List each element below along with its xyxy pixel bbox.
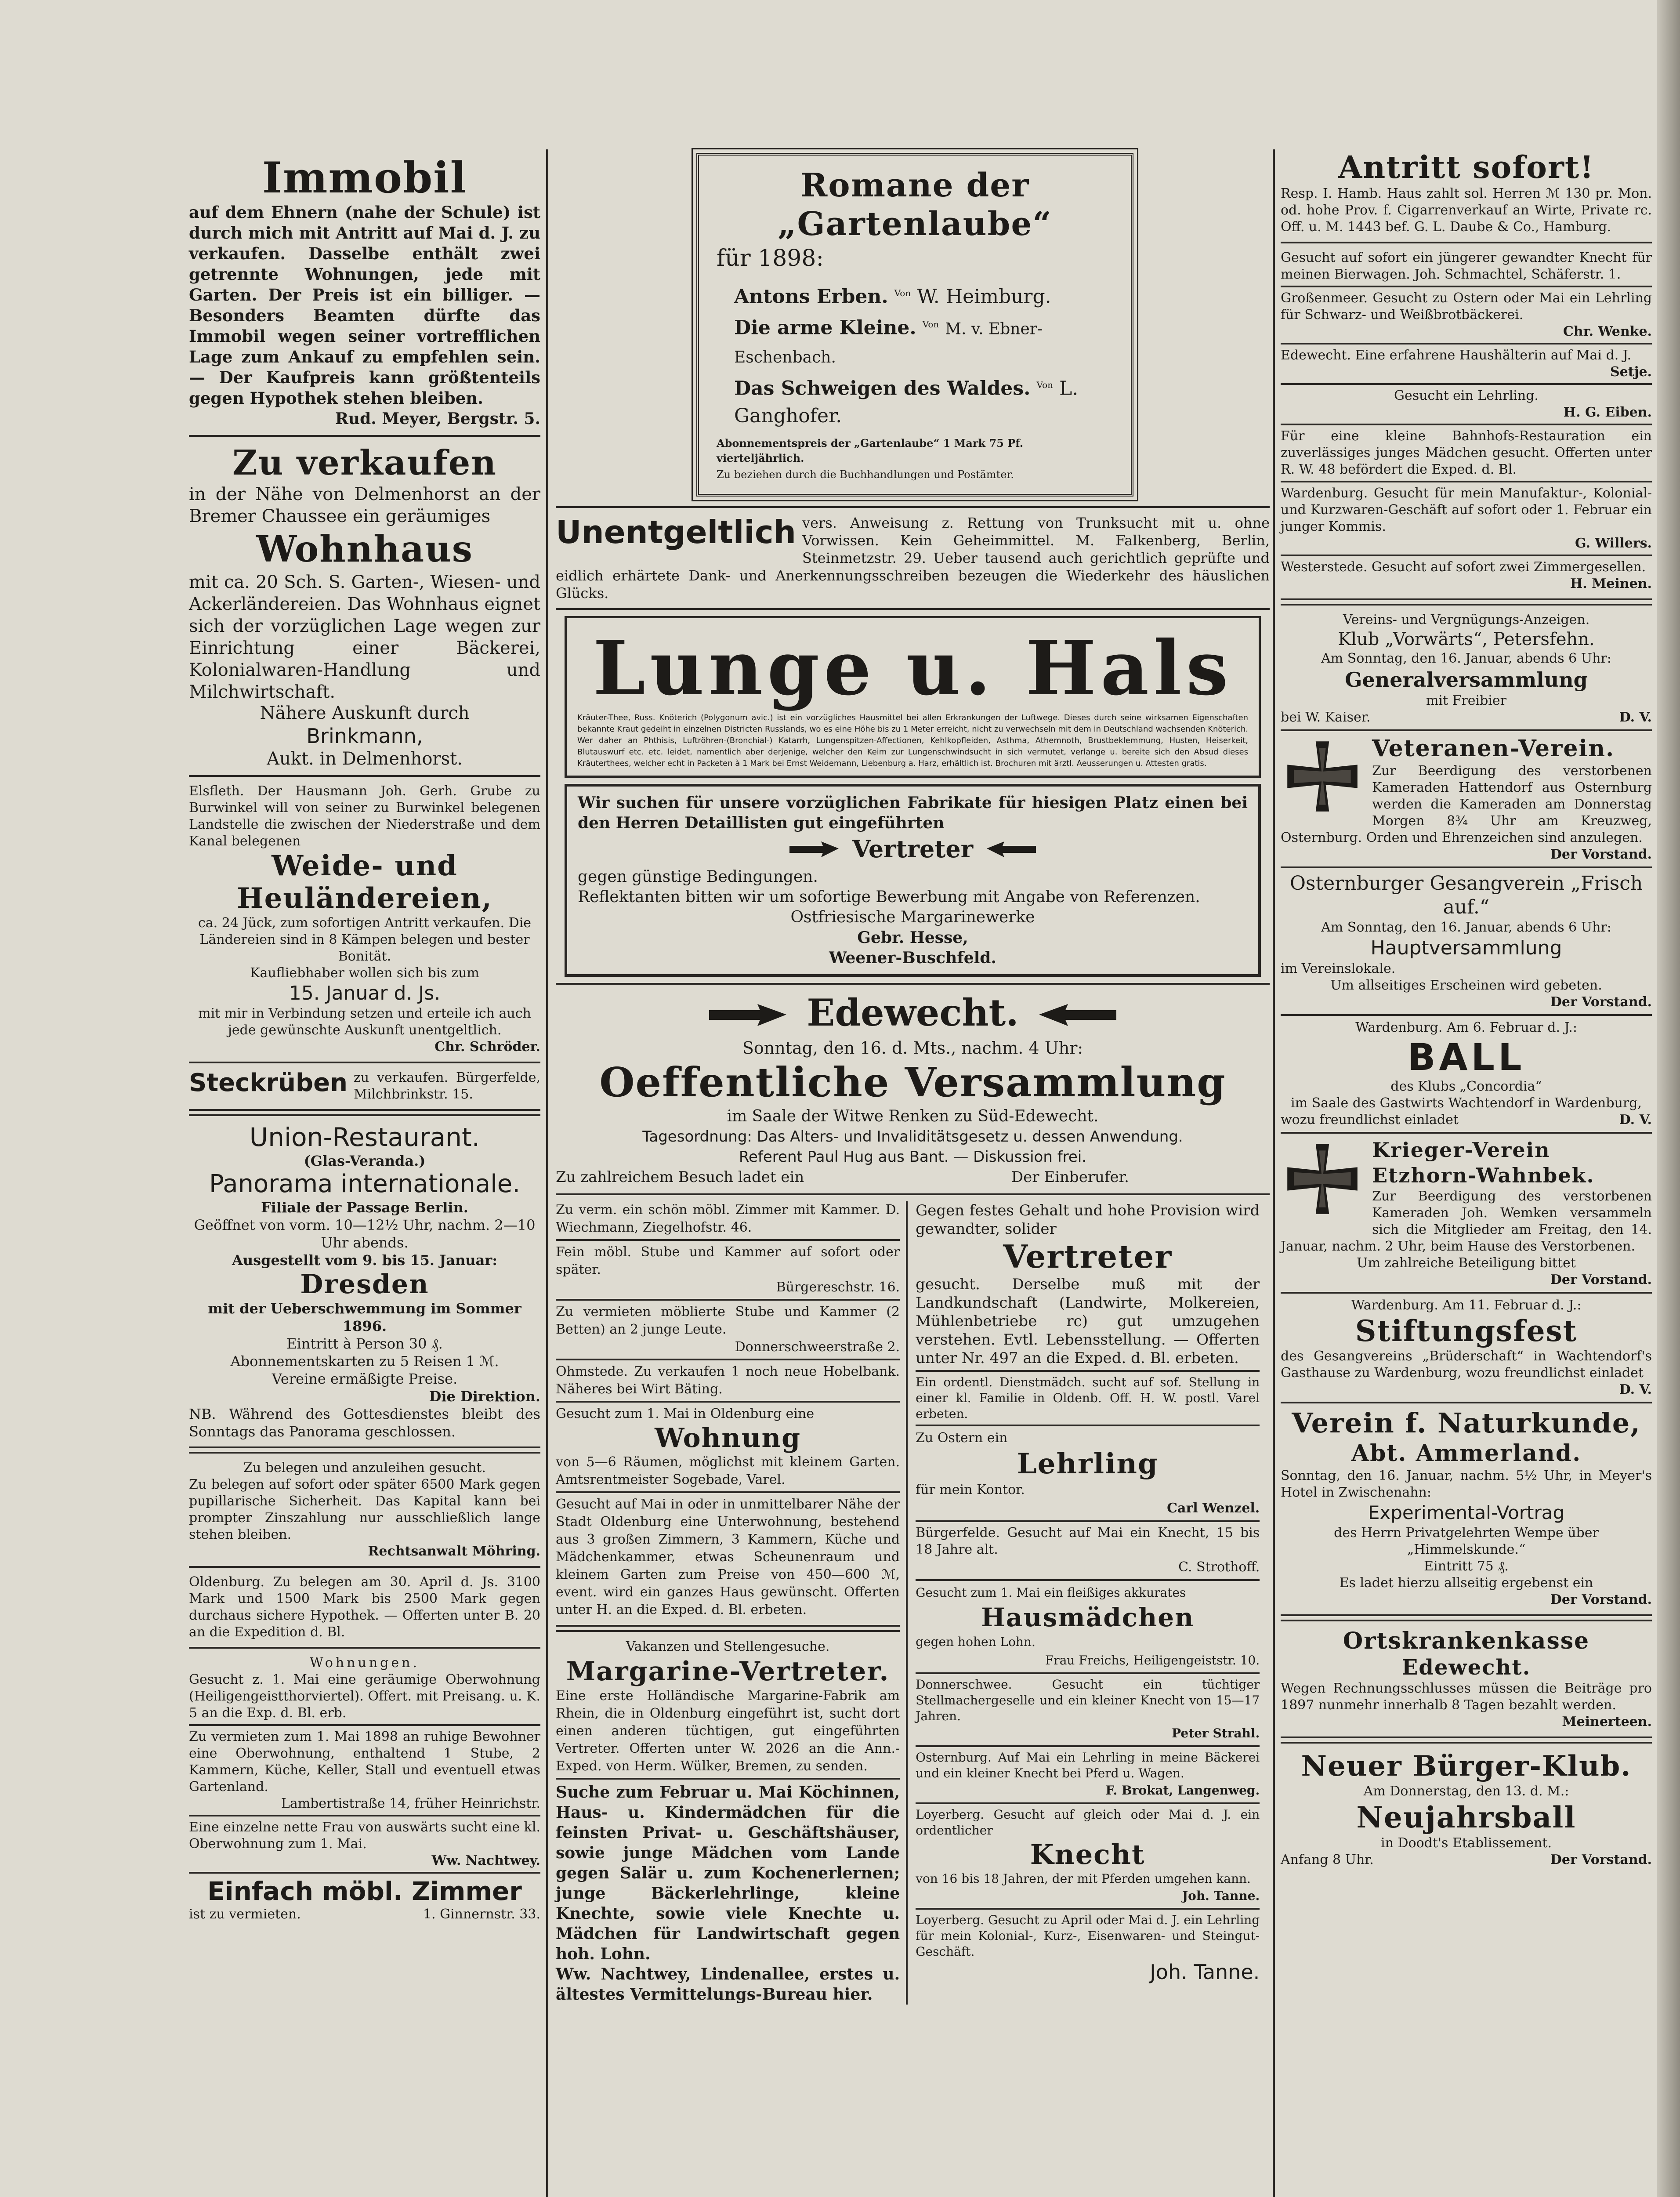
kasse-body: Wegen Rechnungsschlusses müssen die Beiträge pro 1897 nunmehr innerhalb 8 Tagen bezahlt werden. <box>1281 1681 1652 1713</box>
divider <box>189 1566 540 1568</box>
divider <box>916 1802 1260 1804</box>
ad-haushaelterin: Edewecht. Eine erfahrene Haushälterin auf Mai d. J. <box>1281 348 1632 363</box>
ad-lehrling-intro: Zu Ostern ein <box>916 1430 1008 1446</box>
ad-zu-verkaufen <box>189 443 540 769</box>
klub-sign: D. V. <box>1619 710 1652 725</box>
divider <box>1281 383 1652 385</box>
ad-unterwohnung: Gesucht auf Mai in oder in unmittelbarer Nähe der Stadt Oldenburg eine Unterwohnung, bestehend aus 3 großen Zimmern, 3 Kammern, Küche und Mädchenkammer, etwas Scheunenraum und kleinem Garten zum Preise von 450—600 ℳ, event. wird ein ganzes Haus gewünscht. Offerten unter H. an die Exped. d. Bl. erbeten. <box>556 1496 900 1617</box>
ad-osternburg-sign: F. Brokat, Langenweg. <box>1105 1783 1260 1798</box>
natur-body: Sonntag, den 16. Januar, nachm. 5½ Uhr, in Meyer's Hotel in Zwischenahn: <box>1281 1468 1652 1500</box>
stiftung-sign: D. V. <box>1619 1382 1652 1397</box>
ad-haushaelterin-sign: Setje. <box>1610 364 1652 380</box>
ad-sign2: Gebr. Hesse, <box>857 928 968 947</box>
ad-body: Oldenburg. Zu belegen am 30. April d. Js. 3100 Mark und 1500 Mark bis 2500 Mark gegen durchaus sichere Hypothek. — Offerten unter B. 20 an die Expedition d. Bl. <box>189 1574 540 1640</box>
divider <box>1281 1402 1652 1403</box>
natur-body2: des Herrn Privatgelehrten Wempe über „Himmelskunde.“ <box>1334 1525 1599 1557</box>
ad-title: Union-Restaurant. <box>249 1122 480 1152</box>
kasse-sign: Meinerteen. <box>1562 1714 1652 1729</box>
divider <box>189 1815 540 1816</box>
ad-wohnung-title: Wohnung <box>655 1422 801 1454</box>
ad-note: NB. Während des Gottesdienstes bleibt des Sonntags das Panorama geschlossen. <box>189 1406 540 1440</box>
ad-2: Zu vermieten zum 1. Mai 1898 an ruhige Bewohner eine Oberwohnung, enthaltend 1 Stube, 2 Kammern, Küche, Keller, Stall und eventuell etwas Gartenland. <box>189 1729 540 1795</box>
divider <box>556 1299 900 1301</box>
divider-double <box>1281 1614 1652 1621</box>
ad-oldenburg <box>189 1574 540 1641</box>
ad-title: Immobil <box>262 153 467 203</box>
divider <box>189 1062 540 1063</box>
ad-immobil <box>189 154 540 429</box>
ad-wohnung-intro: Gesucht zum 1. Mai in Oldenburg eine <box>556 1406 815 1421</box>
ad-lehrling-title: Lehrling <box>1017 1447 1159 1480</box>
ad-body: Zur Beerdigung des verstorbenen Kameraden Hattendorf aus Osternburg werden die Kameraden am Donnerstag Morgen 8¾ Uhr am Kreuzweg, Osternburg. Orden und Ehrenzeichen sind anzulegen. <box>1281 763 1652 845</box>
book-title: Antons Erben. <box>734 285 888 308</box>
ad-elsfleth <box>189 783 540 1055</box>
ad-body3: Reflektanten bitten wir um sofortige Bewerbung mit Angabe von Referenzen. <box>578 888 1200 906</box>
ad-body2: gegen günstige Bedingungen. <box>578 867 818 886</box>
ad-signature: Der Einberufer. <box>1011 1168 1129 1186</box>
ad-bahnhof: Für eine kleine Bahnhofs-Restauration ein zuverlässiges junges Mädchen gesucht. Offerten unter R. W. 48 befördert die Exped. d. Bl. <box>1281 428 1652 477</box>
book-title: Die arme Kleine. <box>734 316 916 339</box>
natur-invite: Es ladet hierzu allseitig ergebenst ein <box>1339 1575 1593 1591</box>
ad-panorama: Panorama internationale. <box>209 1170 521 1198</box>
ad-signature: Der Vorstand. <box>1550 847 1652 862</box>
ad-title: Edewecht. <box>807 990 1019 1034</box>
ad-steckrueben <box>189 1069 540 1103</box>
ad-head: Zu belegen und anzuleihen gesucht. <box>243 1460 486 1476</box>
ad-westerstede: Westerstede. Gesucht auf sofort zwei Zimmergesellen. <box>1281 559 1646 575</box>
pointing-hand-icon <box>981 835 1038 867</box>
ad-suche-sign: Ww. Nachtwey, Lindenallee, erstes u. ältestes Vermittelungs-Bureau hier. <box>556 1965 900 2004</box>
ad-body: vers. Anweisung z. Rettung von Trunksucht mit u. ohne Vorwissen. Kein Geheimmittel. M. Falkenberg, Berlin, Steinmetzstr. 29. Ueber tausend auch gerichtlich geprüfte und eidlich erhärtete Dank- und Anerkennungsschreiben bezeugen die Wiederkehr des häuslichen Glücks. <box>556 514 1270 602</box>
book-von: Von <box>1036 380 1054 391</box>
ad-unentgeltlich <box>556 514 1270 602</box>
ad-signature: Aukt. in Delmenhorst. <box>267 749 463 769</box>
divider <box>556 1239 900 1241</box>
ad-union-restaurant <box>189 1122 540 1440</box>
stiftung-body: des Gesangvereins „Brüderschaft“ in Wachtendorf's Gasthause zu Wardenburg, wozu freundlichst einladet <box>1281 1349 1652 1381</box>
ad-intro: Elsfleth. Der Hausmann Joh. Gerh. Grube zu Burwinkel will von seiner zu Burwinkel belegenen Landstelle die zwischen der Niederstraße und dem Kanal belegenen <box>189 783 540 849</box>
ad-dienstmaedchen: Ein ordentl. Dienstmädch. sucht auf sof. Stellung in einer kl. Familie in Oldenb. Off. H. W. postl. Varel erbeten. <box>916 1374 1260 1421</box>
divider <box>556 983 1270 985</box>
ad-stube-address: Bürgereschstr. 16. <box>776 1279 900 1295</box>
ball-klub: des Klubs „Concordia“ <box>1390 1079 1542 1094</box>
divider <box>556 506 1270 508</box>
ad-body: Resp. I. Hamb. Haus zahlt sol. Herren ℳ 130 pr. Mon. od. hohe Prov. f. Cigarrenverkauf an Wirte, Private rc. Off. u. M. 1443 bef. G. L. Daube & Co., Hamburg. <box>1281 186 1652 235</box>
ad-hausmaedchen-body: gegen hohen Lohn. <box>916 1634 1036 1649</box>
natur-title: Verein f. Naturkunde, <box>1292 1407 1641 1439</box>
klub-bier: mit Freibier <box>1426 693 1507 708</box>
divider <box>916 1672 1260 1674</box>
klub-gv: Generalversammlung <box>1345 668 1588 692</box>
ad-title: Unentgeltlich <box>556 513 796 551</box>
natur-sub: Abt. Ammerland. <box>1351 1440 1582 1467</box>
divider-double <box>556 1625 900 1632</box>
ad-loyerberg-intro: Loyerberg. Gesucht auf gleich oder Mai d. J. ein ordentlicher <box>916 1807 1260 1838</box>
book-row <box>734 311 1096 372</box>
ball-pre: Wardenburg. Am 6. Februar d. J.: <box>1355 1020 1577 1035</box>
page-edge-shadow <box>1657 0 1680 2197</box>
pointing-hand-icon <box>788 835 845 867</box>
ad-loyerberg-sign: Joh. Tanne. <box>1150 1960 1260 1984</box>
ad-bierwagen: Gesucht auf sofort ein jüngerer gewandter Knecht für meinen Bierwagen. Joh. Schmachtel, Schäferstr. 1. <box>1281 250 1652 282</box>
ball-sign: D. V. <box>1619 1112 1652 1128</box>
divider <box>916 1425 1260 1426</box>
ad-vertreter-margarine <box>565 784 1261 977</box>
ad-4-address: 1. Ginnernstr. 33. <box>423 1907 540 1922</box>
natur-entry: Eintritt 75 ₰. <box>1424 1559 1509 1574</box>
divider <box>1281 1292 1652 1294</box>
ad-price: Abonnementspreis der „Gartenlaube“ 1 Mark 75 Pf. vierteljährlich. <box>717 436 1024 464</box>
klub-where: bei W. Kaiser. <box>1281 710 1371 725</box>
ad-2-address: Lambertistraße 14, früher Heinrichstr. <box>281 1796 540 1811</box>
ad-lehrling-body: für mein Kontor. <box>916 1482 1025 1497</box>
section-wohnungen <box>189 1655 540 1923</box>
ad-signature: Rud. Meyer, Bergstr. 5. <box>335 410 540 428</box>
divider <box>189 1724 540 1726</box>
ad-1: Gesucht z. 1. Mai eine geräumige Oberwohnung (Heiligengeistthorviertel). Offert. mit Preisang. u. K. 5 an die Exp. d. Bl. erb. <box>189 1672 540 1721</box>
ad-agenda: Tagesordnung: Das Alters- und Invaliditätsgesetz u. dessen Anwendung. <box>642 1128 1183 1146</box>
divider <box>556 1193 1270 1195</box>
buerger-title: Neuer Bürger-Klub. <box>1301 1750 1632 1783</box>
iron-cross-icon <box>1281 1137 1364 1221</box>
ad-zimmer: Zu verm. ein schön möbl. Zimmer mit Kammer. D. Wiechmann, Ziegelhofstr. 46. <box>556 1202 900 1235</box>
ad-suche: Suche zum Februar u. Mai Köchinnen, Haus- u. Kindermädchen für die feinsten Privat- u. Geschäftshäuser, sowie junge Mädchen vom Lande gegen Salär u. zum Kochenerlernen; junge Bäckerlehrlinge, kleine Knechte, sowie viele Knechte u. Mädchen für Landwirtschaft gegen hoh. Lohn. <box>556 1783 900 1963</box>
column-rule-left <box>546 149 548 2197</box>
ad-body3: mit mir in Verbindung setzen und erteile ich auch jede gewünschte Auskunft unentgeltlich. <box>198 1006 531 1038</box>
ad-flood: mit der Ueberschwemmung im Sommer 1896. <box>208 1300 521 1334</box>
ad-grossenmeer: Großenmeer. Gesucht zu Ostern oder Mai ein Lehrling für Schwarz- und Weißbrotbäckerei. <box>1281 290 1652 323</box>
buerger-date: Am Donnerstag, den 13. d. M.: <box>1363 1784 1569 1799</box>
ad-lehrling-sign: H. G. Eiben. <box>1563 405 1652 420</box>
book-author: M. v. Ebner-Eschenbach. <box>734 320 1043 367</box>
column-middle <box>556 149 1270 2005</box>
ad-title: Vertreter <box>852 834 974 863</box>
ad-donnerschwee-sign: Peter Strahl. <box>1172 1726 1260 1740</box>
ad-filiale: Filiale der Passage Berlin. <box>261 1199 468 1216</box>
ad-title-versammlung: Oeffentliche Versammlung <box>599 1058 1226 1106</box>
stiftung-title: Stiftungsfest <box>1355 1314 1578 1348</box>
ad-wohnung-body: von 5—6 Räumen, möglichst mit kleinem Garten. Amtsrentmeister Sogebade, Varel. <box>556 1454 900 1487</box>
ad-lehrling-sign: Carl Wenzel. <box>1167 1500 1260 1516</box>
buerger-sign: Der Vorstand. <box>1550 1852 1652 1867</box>
ad-westerstede-sign: H. Meinen. <box>1570 576 1652 591</box>
ad-intro: in der Nähe von Delmenhorst an der Bremer Chaussee ein geräumiges <box>189 484 540 526</box>
ad-osternburg: Osternburg. Auf Mai ein Lehrling in meine Bäckerei und ein kleiner Knecht bei Pferd u. Wagen. <box>916 1750 1260 1780</box>
ad-stube: Fein möbl. Stube und Kammer auf sofort oder später. <box>556 1244 900 1277</box>
divider <box>1281 343 1652 344</box>
ad-body2: Um zahlreiche Beteiligung bittet <box>1357 1255 1576 1271</box>
ad-4-text: ist zu vermieten. <box>189 1907 301 1922</box>
ad-antritt <box>1281 149 1652 236</box>
section-head: Wohnungen. <box>310 1655 420 1671</box>
ad-vertreter-body: gesucht. Derselbe muß mit der Landkundschaft (Landwirte, Molkereien, Mühlenbetriebe rc) gut umzugehen verstehen. Evtl. Lebensstellung. — Offerten unter Nr. 497 an die Exped. d. Bl. erbeten. <box>916 1275 1260 1367</box>
ad-where: im Saale der Witwe Renken zu Süd-Edewecht. <box>727 1107 1099 1125</box>
divider <box>916 1370 1260 1372</box>
klub-date: Am Sonntag, den 16. Januar, abends 6 Uhr: <box>1321 651 1611 666</box>
gesang-title: Osternburger Gesangverein „Frisch auf.“ <box>1289 872 1643 918</box>
book-von: Von <box>894 288 911 298</box>
ad-3-signature: Ww. Nachtwey. <box>431 1853 540 1868</box>
ad-hausmaedchen-intro: Gesucht zum 1. Mai ein fleißiges akkurates <box>916 1585 1186 1600</box>
ad-exhibit: Ausgestellt vom 9. bis 15. Januar: <box>232 1252 498 1269</box>
ad-invite: Zu zahlreichem Besuch ladet ein <box>556 1168 804 1186</box>
book-author: W. Heimburg. <box>917 285 1051 308</box>
ad-title: Weide- und Heuländereien, <box>237 849 492 915</box>
ad-vertreter-title: Vertreter <box>1003 1237 1173 1275</box>
ad-hausmaedchen-sign: Frau Freichs, Heiligengeiststr. 10. <box>1045 1653 1260 1668</box>
ad-knecht-bf: Bürgerfelde. Gesucht auf Mai ein Knecht, 15 bis 18 Jahre alt. <box>916 1525 1260 1557</box>
divider <box>916 1745 1260 1747</box>
divider <box>916 1579 1260 1581</box>
ad-date: Sonntag, den 16. d. Mts., nachm. 4 Uhr: <box>742 1038 1083 1058</box>
natur-sign: Der Vorstand. <box>1550 1592 1652 1607</box>
kasse-title: Ortskrankenkasse <box>1343 1628 1590 1654</box>
book-author: L. Ganghofer. <box>734 377 1079 427</box>
ad-moebliert-address: Donnerschweerstraße 2. <box>735 1339 900 1355</box>
divider <box>189 1647 540 1649</box>
ad-knecht-sign: Joh. Tanne. <box>1182 1888 1260 1903</box>
ball-title: BALL <box>1407 1036 1525 1079</box>
ad-hausmaedchen-title: Hausmädchen <box>981 1602 1195 1632</box>
ad-year: für 1898: <box>717 245 824 272</box>
divider <box>1281 242 1652 243</box>
ad-subtitle: (Glas-Veranda.) <box>304 1153 426 1169</box>
ad-hobelbank: Ohmstede. Zu verkaufen 1 noch neue Hobelbank. Näheres bei Wirt Bäting. <box>556 1363 900 1397</box>
column-left <box>189 149 540 1923</box>
ball-invite: wozu freundlichst einladet <box>1281 1112 1459 1128</box>
book-title: Das Schweigen des Waldes. <box>734 377 1031 400</box>
buerger-where: in Doodt's Etablissement. <box>1381 1835 1552 1851</box>
ad-city: Dresden <box>300 1269 429 1300</box>
ads-small-right <box>1281 250 1652 592</box>
gesang-where: im Vereinslokale. <box>1281 961 1396 976</box>
ad-edewecht-versammlung <box>556 991 1270 1187</box>
divider <box>1281 729 1652 731</box>
ad-4-title: Einfach möbl. Zimmer <box>207 1876 522 1906</box>
ad-veteranen <box>1281 735 1652 863</box>
ad-margarine-title: Margarine-Vertreter. <box>566 1656 890 1687</box>
ad-margarine-body: Eine erste Holländische Margarine-Fabrik am Rhein, die in Oldenburg eingeführt ist, sucht dort einen anderen tüchtigen, gut eingeführten Vertreter. Offerten unter W. 2026 an die Ann.-Exped. von Herm. Wülker, Bremen, zu senden. <box>556 1688 900 1774</box>
divider <box>556 1359 900 1360</box>
divider <box>556 1491 900 1493</box>
ad-title-house: Wohnhaus <box>256 528 473 570</box>
section-vakanzen: Vakanzen und Stellengesuche. <box>626 1639 830 1654</box>
ad-title: Romane der „Gartenlaube“ <box>777 167 1052 243</box>
gesang-date: Am Sonntag, den 16. Januar, abends 6 Uhr: <box>1321 920 1611 935</box>
ad-wardenburg-sign: G. Willers. <box>1575 536 1652 551</box>
book-von: Von <box>922 319 939 330</box>
natur-ev: Experimental-Vortrag <box>1368 1502 1565 1523</box>
ad-sign1: Ostfriesische Margarinewerke <box>790 908 1035 926</box>
ad-verein: Vereine ermäßigte Preise. <box>272 1370 458 1387</box>
divider <box>556 1401 900 1403</box>
ad-knecht-bf-sign: C. Strothoff. <box>1178 1559 1260 1575</box>
ad-krieger <box>1281 1137 1652 1288</box>
divider <box>556 608 1270 610</box>
ad-gartenlaube <box>696 153 1133 497</box>
ad-lunge-hals <box>565 616 1261 778</box>
pointing-hand-icon <box>707 994 795 1038</box>
ad-title: Zu verkaufen <box>232 443 497 483</box>
ad-knecht-title: Knecht <box>1030 1838 1145 1871</box>
ad-bezug: Zu beziehen durch die Buchhandlungen und Postämter. <box>717 468 1014 481</box>
section-vereine <box>1281 612 1652 1868</box>
divider <box>1281 481 1652 482</box>
divider <box>1281 424 1652 425</box>
gesang-hv: Hauptversammlung <box>1370 937 1562 959</box>
ad-moebliert: Zu vermieten möblierte Stube und Kammer (2 Betten) an 2 junge Leute. <box>556 1304 900 1337</box>
ad-title: Steckrüben <box>189 1069 348 1097</box>
divider <box>1281 555 1652 556</box>
ad-knecht-body: von 16 bis 18 Jahren, der mit Pferden umgehen kann. <box>916 1871 1251 1886</box>
ad-loyerberg-lehrling: Loyerberg. Gesucht zu April oder Mai d. J. ein Lehrling für mein Kolonial-, Kurz-, Eisenwaren- und Steingut-Geschäft. <box>916 1912 1260 1959</box>
ad-sign3: Weener-Buschfeld. <box>829 948 997 967</box>
ad-wardenburg-kommis: Wardenburg. Gesucht für mein Manufaktur-, Kolonial- und Kurzwaren-Geschäft auf sofort oder 1. Februar ein junger Kommis. <box>1281 486 1652 534</box>
divider <box>1281 866 1652 868</box>
ad-body: Zur Beerdigung des verstorbenen Kameraden Joh. Wemken versammeln sich die Mitglieder am Freitag, den 14. Januar, nachm. 2 Uhr, beim Hause des Verstorbenen. <box>1281 1189 1652 1254</box>
ad-info: Nähere Auskunft durch <box>260 703 470 723</box>
divider <box>1281 1132 1652 1134</box>
book-row <box>734 371 1096 430</box>
ad-body: zu verkaufen. Bürgerfelde, Milchbrinkstr. 15. <box>353 1070 540 1102</box>
divider <box>916 1908 1260 1910</box>
column-middle-right <box>908 1201 1260 1984</box>
ad-body: Zu belegen auf sofort oder später 6500 Mark gegen pupillarische Sicherheit. Das Kapital kann bei prompter Zinszahlung nur ausschließlich lange stehen bleiben. <box>189 1477 540 1542</box>
ad-signature: Der Vorstand. <box>1550 1272 1652 1287</box>
iron-cross-icon <box>1281 735 1364 818</box>
ad-name: Brinkmann, <box>306 724 423 748</box>
ad-body: Kräuter-Thee, Russ. Knöterich (Polygonum avic.) ist ein vorzügliches Hausmittel bei allen Erkrankungen der Luftwege. Dieses durch seine wirksamen Eigenschaften bekannte Kraut gedeiht in einzelnen Districten Russlands, wo es eine Höhe bis zu 1 Meter erreicht, nicht zu verwechseln mit dem in Deutschland wachsenden Knöterich. Wer daher an Phthisis, Luftröhren-(Bronchial-) Katarrh, Lungenspitzen-Affectionen, Kehlkopfleiden, Asthma, Athemnoth, Brustbeklemmung, Husten, Heiserkeit, Blutauswurf etc. etc. leidet, namentlich aber derjenige, welcher den Keim zur Lungenschwindsucht in sich vermutet, verlange u. bereite sich den Absud dieses Kräuterthees, welcher echt in Packeten à 1 Mark bei Ernst Weidemann, Liebenburg a. Harz, erhältlich ist. Brochuren mit ärztl. Aeusserungen u. Attesten gratis. <box>577 713 1248 768</box>
ad-3: Eine einzelne nette Frau von auswärts sucht eine kl. Oberwohnung zum 1. Mai. <box>189 1820 540 1852</box>
divider <box>1281 1014 1652 1016</box>
gesang-sign: Der Vorstand. <box>1550 994 1652 1010</box>
ad-date: 15. Januar d. Js. <box>289 982 441 1004</box>
ad-hours: Geöffnet von vorm. 10—12½ Uhr, nachm. 2—10 Uhr abends. <box>194 1217 536 1251</box>
ad-body: mit ca. 20 Sch. S. Garten-, Wiesen- und Ackerländereien. Das Wohnhaus eignet sich der vorzüglichen Lage wegen zur Einrichtung einer Bäckerei, Kolonialwaren-Handlung und Milchwirtschaft. <box>189 572 540 702</box>
buerger-start: Anfang 8 Uhr. <box>1281 1852 1374 1867</box>
ad-entry: Eintritt à Person 30 ₰. <box>286 1335 443 1352</box>
divider <box>189 1872 540 1874</box>
divider-double <box>1281 598 1652 605</box>
ad-body2: Kaufliebhaber wollen sich bis zum <box>250 965 479 981</box>
klub-title: Klub „Vorwärts“, Petersfehn. <box>1338 629 1595 649</box>
ad-signature: Chr. Schröder. <box>434 1039 540 1055</box>
buerger-nj: Neujahrsball <box>1356 1800 1576 1834</box>
divider-double <box>189 1109 540 1116</box>
ad-vertreter-intro: Gegen festes Gehalt und hohe Provision wird gewandter, solider <box>916 1201 1260 1238</box>
ad-title: Krieger-Verein Etzhorn-Wahnbek. <box>1372 1138 1595 1187</box>
divider <box>1281 286 1652 287</box>
stiftung-pre: Wardenburg. Am 11. Februar d. J.: <box>1351 1298 1582 1313</box>
ball-where: im Saale des Gastwirts Wachtendorf in Wardenburg, <box>1291 1095 1642 1111</box>
ad-body: auf dem Ehnern (nahe der Schule) ist durch mich mit Antritt auf Mai d. J. zu verkaufen. Dasselbe enthält zwei getrennte Wohnungen, jede mit Garten. Der Preis ist ein billiger. — Besonders Beamten dürfte das Immobil wegen seiner vortrefflichen Lage zum Ankauf zu empfehlen sein. — Der Kaufpreis kann größtenteils gegen Hypothek stehen bleiben. <box>189 203 540 408</box>
ad-signature: Rechtsanwalt Möhring. <box>368 1544 540 1559</box>
divider <box>556 1778 900 1780</box>
ad-speaker: Referent Paul Hug aus Bant. — Diskussion frei. <box>739 1148 1087 1166</box>
column-right <box>1281 149 1652 1868</box>
divider <box>189 435 540 437</box>
pointing-hand-icon <box>1030 994 1118 1038</box>
section-head: Vereins- und Vergnügungs-Anzeigen. <box>1343 612 1590 627</box>
ad-title: Antritt sofort! <box>1338 149 1594 185</box>
ad-geld <box>189 1460 540 1560</box>
ad-lehrling: Gesucht ein Lehrling. <box>1394 388 1539 403</box>
divider-double <box>189 1447 540 1454</box>
ad-title: Veteranen-Verein. <box>1372 735 1615 762</box>
gesang-body: Um allseitiges Erscheinen wird gebeten. <box>1330 978 1602 993</box>
ad-body: ca. 24 Jück, zum sofortigen Antritt verkaufen. Die Ländereien sind in 8 Kämpen belegen und bester Bonität. <box>198 915 532 964</box>
column-rule-right <box>1273 149 1275 2197</box>
divider-double <box>1281 1737 1652 1744</box>
divider <box>916 1520 1260 1522</box>
column-middle-left <box>556 1201 908 2005</box>
ad-grossenmeer-sign: Chr. Wenke. <box>1563 324 1652 339</box>
book-row <box>734 279 1096 311</box>
ad-body: Wir suchen für unsere vorzüglichen Fabrikate für hiesigen Platz einen bei den Herren Detaillisten gut eingeführten <box>578 793 1248 832</box>
kasse-sub: Edewecht. <box>1401 1655 1531 1680</box>
ad-signature: Die Direktion. <box>429 1388 540 1405</box>
ad-donnerschwee: Donnerschwee. Gesucht ein tüchtiger Stellmachergeselle und ein kleiner Knecht von 15—17 Jahren. <box>916 1677 1260 1723</box>
ad-abo: Abonnementskarten zu 5 Reisen 1 ℳ. <box>230 1353 499 1370</box>
divider <box>189 775 540 777</box>
ad-title: Lunge u. Hals <box>593 624 1233 712</box>
